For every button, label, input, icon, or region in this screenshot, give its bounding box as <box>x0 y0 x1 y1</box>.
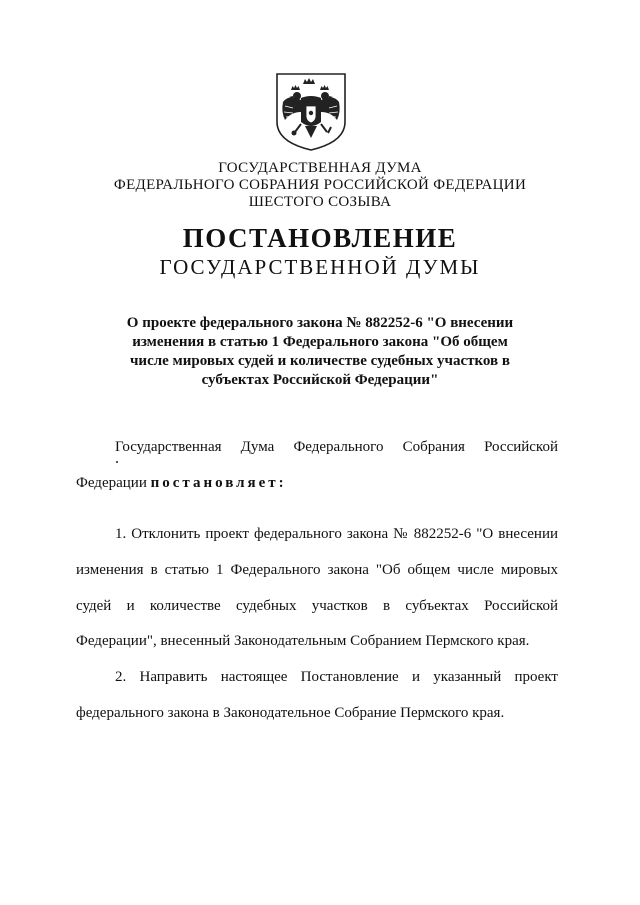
item-2-line-2: федерального закона в Законодательное Собрание Пермского края. <box>76 705 505 721</box>
subject-line: субъектах Российской Федерации" <box>201 372 439 388</box>
scan-dot <box>116 461 118 463</box>
subject-line: О проекте федерального закона № 882252-6 "О внесении <box>126 315 514 331</box>
convocation-line: ШЕСТОГО СОЗЫВА <box>248 194 392 210</box>
item-2-line-1: 2. Направить настоящее Постановление и указанный проект <box>115 669 558 685</box>
preamble-line-2 <box>76 474 558 492</box>
preamble-text: Федерации <box>76 475 151 491</box>
russian-coat-of-arms-icon <box>275 72 347 152</box>
document-type-title: ПОСТАНОВЛЕНИЕ <box>182 223 458 253</box>
item-1-line-3: судей и количестве судебных участков в субъектах Российской <box>76 598 558 614</box>
subject-line: числе мировых судей и количестве судебных участков в <box>129 353 511 369</box>
coat-of-arms-emblem <box>275 72 347 152</box>
org-name-line-2: ФЕДЕРАЛЬНОГО СОБРАНИЯ РОССИЙСКОЙ ФЕДЕРАЦИИ <box>113 177 527 193</box>
preamble-line-1: Государственная Дума Федерального Собрания Российской <box>115 439 558 455</box>
item-1-line-1: 1. Отклонить проект федерального закона № 882252-6 "О внесении <box>115 526 558 542</box>
document-issuer-title: ГОСУДАРСТВЕННОЙ ДУМЫ <box>159 255 481 279</box>
org-name-line-1: ГОСУДАРСТВЕННАЯ ДУМА <box>218 160 422 176</box>
document-subject <box>110 314 530 390</box>
item-1-line-2: изменения в статью 1 Федерального закона "Об общем числе мировых <box>76 562 558 578</box>
subject-line: изменения в статью 1 Федерального закона "Об общем <box>132 334 508 350</box>
item-1-line-4: Федерации", внесенный Законодательным Собранием Пермского края. <box>76 633 530 649</box>
decision-verb: постановляет: <box>150 475 287 491</box>
